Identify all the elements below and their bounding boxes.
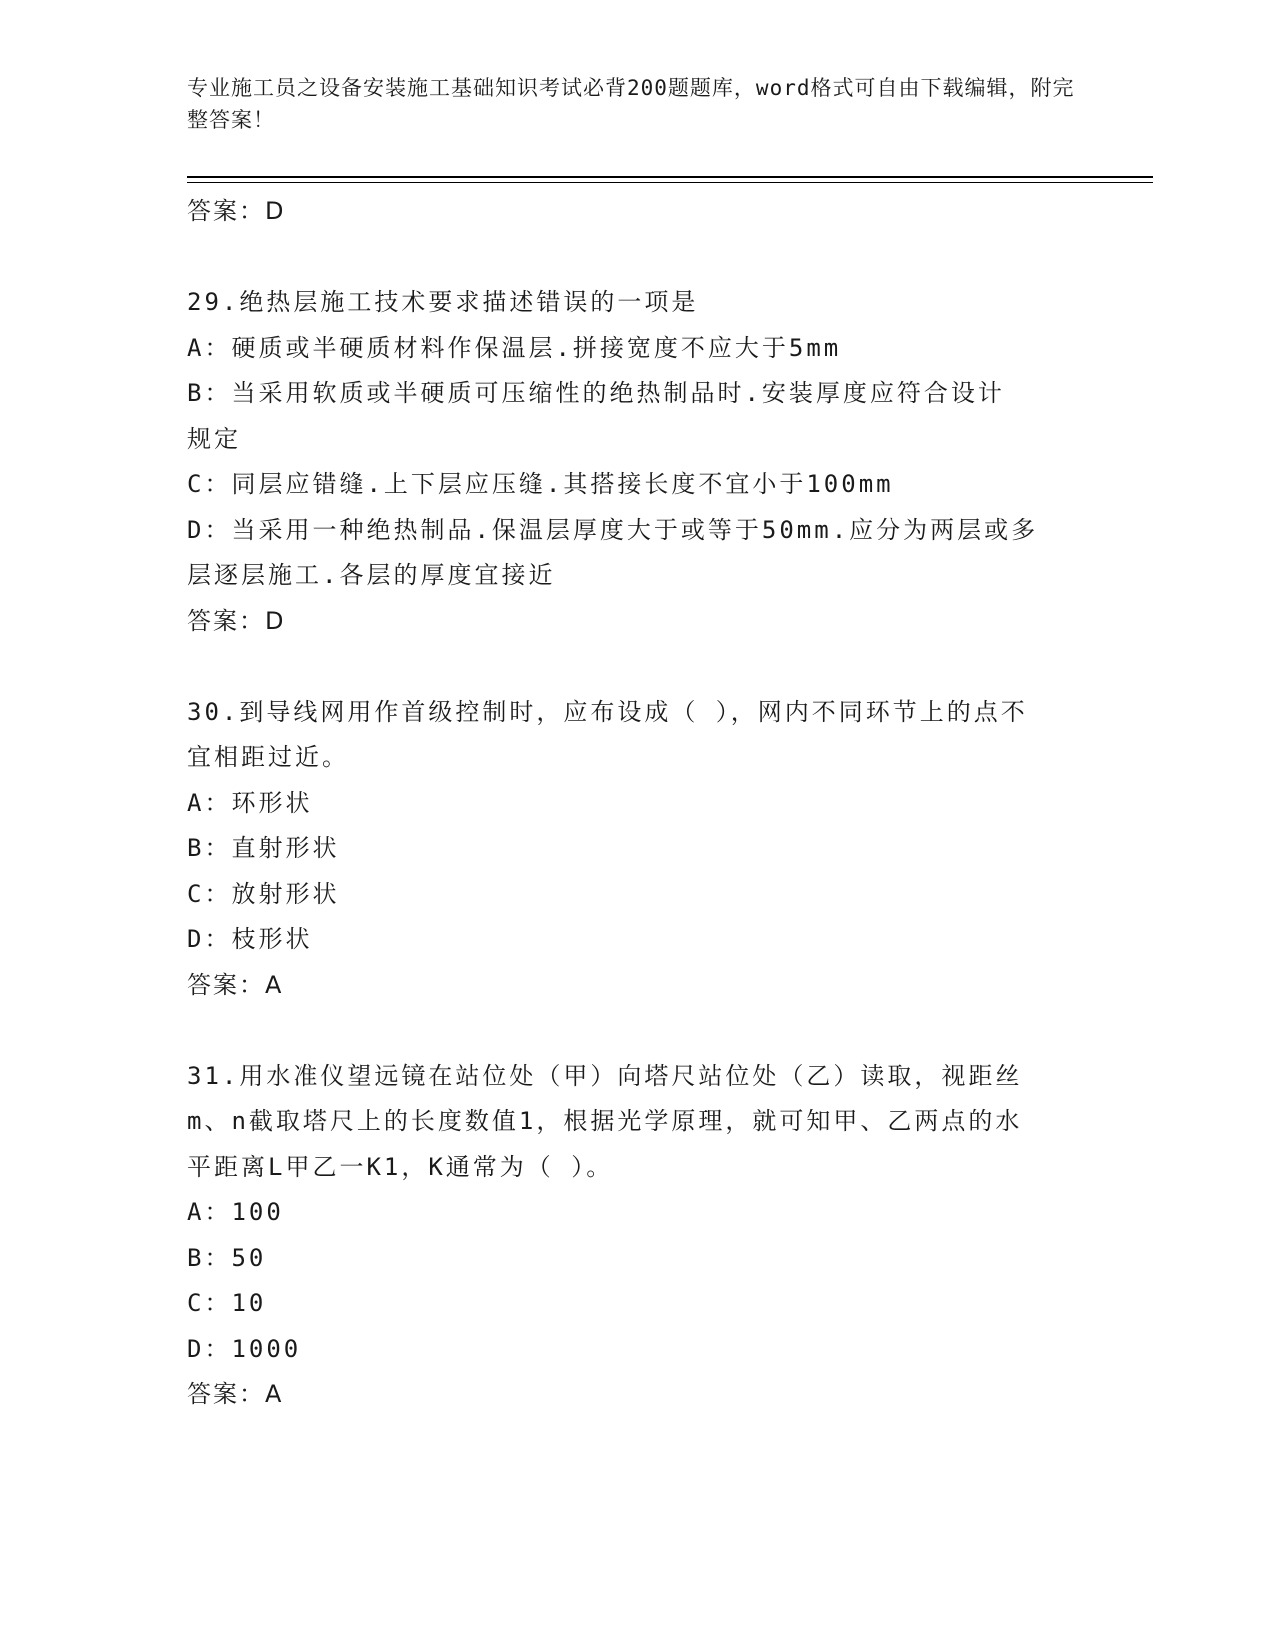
- page-header: 专业施工员之设备安装施工基础知识考试必背200题题库，word格式可自由下载编辑，附完整答案！: [187, 76, 1075, 132]
- question-block: [187, 690, 1087, 1009]
- option-a: A：环形状: [187, 788, 313, 817]
- question-stem: 30.到导线网用作首级控制时，应布设成（ ），网内不同环节上的点不宜相距过近。: [187, 697, 1028, 771]
- question-stem: 31.用水准仪望远镜在站位处（甲）向塔尺站位处（乙）读取，视距丝m、n截取塔尺上的长度数值1，根据光学原理，就可知甲、乙两点的水平距离L甲乙一K1，K通常为（ ）。: [187, 1061, 1023, 1181]
- option-a: A：硬质或半硬质材料作保温层.拼接宽度不应大于5mm: [187, 333, 842, 362]
- option-c: C：10: [187, 1289, 267, 1317]
- option-b: B：直射形状: [187, 834, 340, 862]
- answer-line: 答案：D: [187, 606, 286, 635]
- header-rule-thin: [187, 182, 1153, 183]
- header-rule-thick: [187, 176, 1153, 178]
- answer-line: 答案：D: [187, 197, 286, 225]
- spacer: [187, 1008, 1087, 1054]
- option-d: D：当采用一种绝热制品.保温层厚度大于或等于50mm.应分为两层或多层逐层施工.各层的厚度宜接近: [187, 515, 1039, 589]
- option-d: D：枝形状: [187, 925, 313, 953]
- question-block: [187, 280, 1087, 644]
- option-b: B：50: [187, 1243, 267, 1272]
- option-d: D：1000: [187, 1334, 302, 1363]
- spacer: [187, 235, 1087, 281]
- option-c: C：同层应错缝.上下层应压缝.其搭接长度不宜小于100mm: [187, 470, 894, 498]
- document-content: [187, 189, 1087, 1418]
- option-b: B：当采用软质或半硬质可压缩性的绝热制品时.安装厚度应符合设计规定: [187, 379, 1005, 453]
- option-a: A：100: [187, 1198, 284, 1226]
- option-c: C：放射形状: [187, 879, 340, 908]
- question-block: [187, 1054, 1087, 1418]
- spacer: [187, 644, 1087, 690]
- answer-line: 答案：A: [187, 1380, 284, 1408]
- answer-line: 答案：A: [187, 970, 284, 999]
- question-stem: 29.绝热层施工技术要求描述错误的一项是: [187, 288, 699, 316]
